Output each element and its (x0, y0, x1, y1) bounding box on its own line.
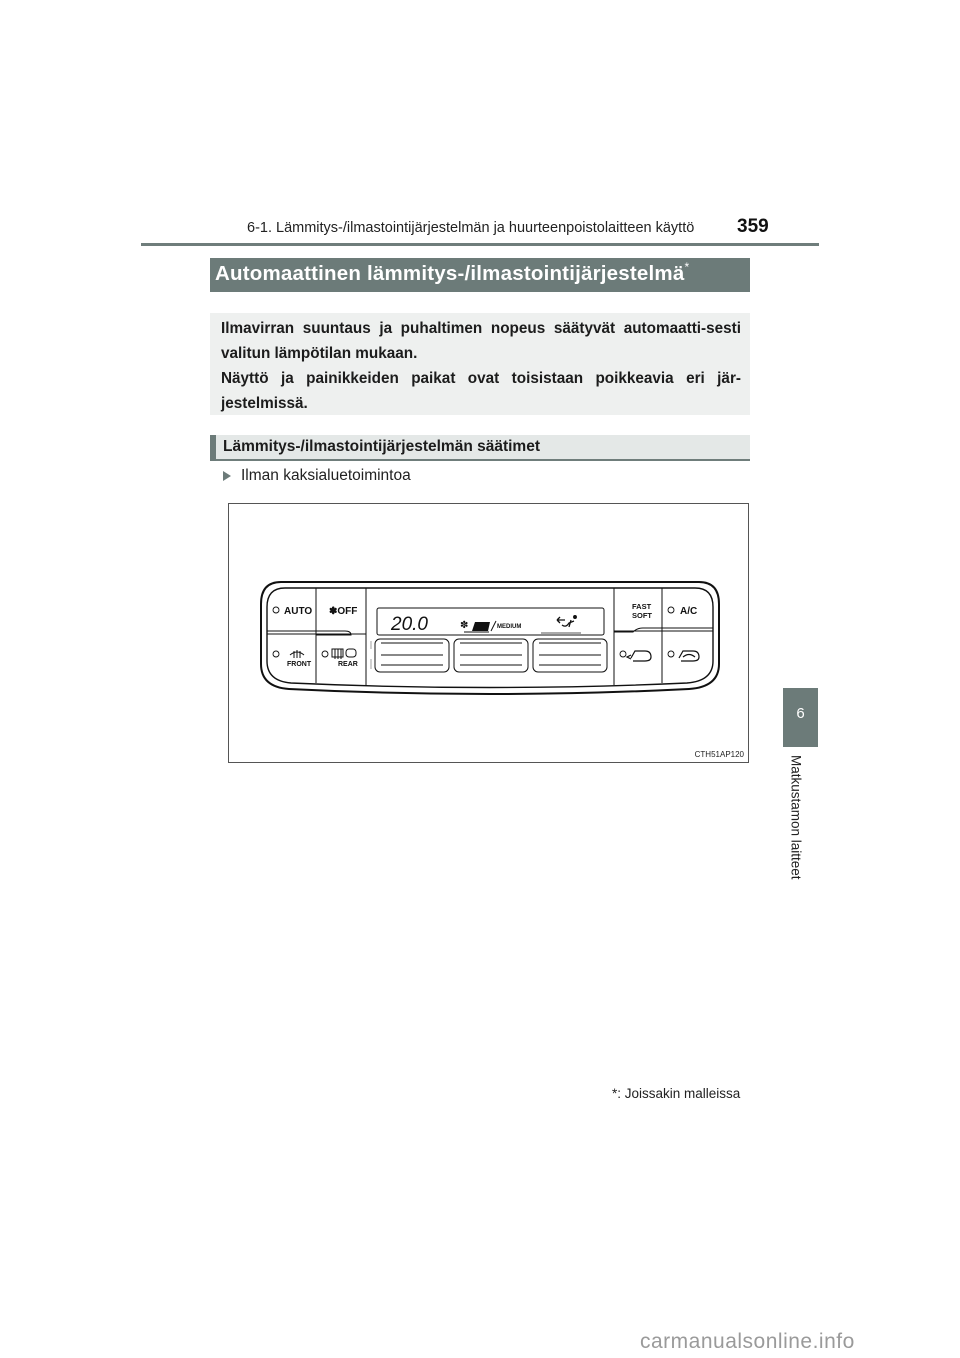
title-bar (210, 258, 750, 292)
fan-icon: ✽ (460, 620, 469, 631)
section-header: 6-1. Lämmitys-/ilmastointijärjestelmän ja huurteenpoistolaitteen käyttö (247, 220, 695, 236)
bullet-item (223, 467, 411, 485)
footnote-marker: * (684, 260, 690, 274)
chapter-tab[interactable] (783, 688, 818, 747)
soft-button[interactable]: SOFT (632, 611, 652, 620)
page-number: 359 (737, 216, 769, 237)
header-divider (141, 243, 819, 246)
footnote-text: : Joissakin malleissa (617, 1086, 741, 1101)
chapter-label (781, 755, 811, 895)
auto-button[interactable]: AUTO (284, 606, 313, 617)
fast-button[interactable]: FAST (632, 602, 652, 611)
figure-code: CTH51AP120 (694, 750, 744, 759)
climate-control-figure (228, 503, 749, 763)
intro-paragraph-2: Näyttö ja painikkeiden paikat ovat toisistaan poikkeavia eri jär-jestelmissä. (221, 370, 741, 412)
intro-box (210, 313, 750, 415)
triangle-bullet-icon (223, 471, 231, 481)
footnote (612, 1086, 740, 1101)
temperature-readout: 20.0 (391, 614, 428, 635)
climate-control-panel (259, 579, 721, 699)
intro-paragraph-1: Ilmavirran suuntaus ja puhaltimen nopeus säätyvät automaatti-sesti valitun lämpötilan mukaan. (221, 320, 741, 362)
page-title (215, 262, 689, 286)
front-defrost-button[interactable]: FRONT (287, 661, 312, 668)
bullet-text: Ilman kaksialuetoimintoa (241, 467, 411, 484)
chapter-number: 6 (796, 705, 805, 722)
chapter-label-text: Matkustamon laitteet (788, 755, 804, 880)
ac-button[interactable]: A/C (680, 606, 698, 617)
fan-speed-label: MEDIUM (497, 624, 522, 630)
subsection-title: Lämmitys-/ilmastointijärjestelmän säätimet (223, 438, 541, 455)
title-text: Automaattinen lämmitys-/ilmastointijärjestelmä (215, 262, 685, 285)
fan-off-button[interactable]: ✽OFF (329, 606, 358, 617)
watermark: carmanualsonline.info (640, 1330, 855, 1353)
fan-level-bar (472, 622, 490, 631)
footnote-marker: * (612, 1086, 618, 1101)
rear-defrost-button[interactable]: REAR (338, 661, 358, 668)
subsection-header (210, 435, 750, 461)
